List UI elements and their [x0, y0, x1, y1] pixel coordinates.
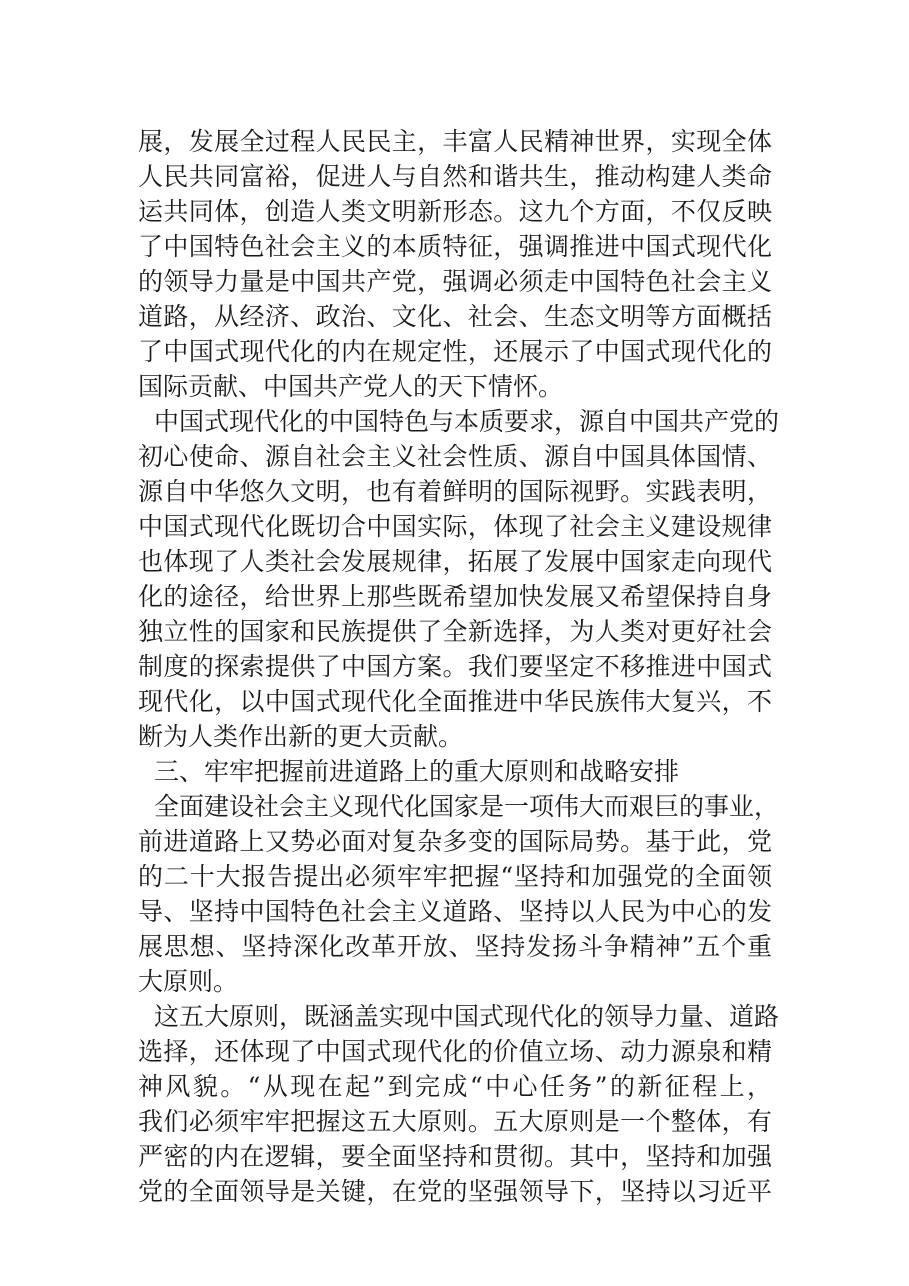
text-line: 的领导力量是中国共产党，强调必须走中国特色社会主义: [138, 267, 772, 296]
text-line: 运共同体，创造人类文明新形态。这九个方面，不仅反映: [138, 197, 772, 226]
text-line: 神风貌。“从现在起”到完成“中心任务”的新征程上，: [138, 1072, 772, 1101]
text-line: 全面建设社会主义现代化国家是一项伟大而艰巨的事业，: [154, 792, 780, 821]
text-line: 断为人类作出新的更大贡献。: [138, 722, 464, 751]
text-line: 严密的内在逻辑，要全面坚持和贯彻。其中，坚持和加强: [138, 1142, 772, 1171]
section-heading: 三、牢牢把握前进道路上的重大原则和战略安排: [154, 757, 680, 786]
text-line: 大原则。: [138, 967, 239, 996]
text-line: 我们必须牢牢把握这五大原则。五大原则是一个整体，有: [138, 1107, 772, 1136]
text-line: 国际贡献、中国共产党人的天下情怀。: [138, 372, 564, 401]
text-line: 源自中华悠久文明，也有着鲜明的国际视野。实践表明，: [138, 477, 772, 506]
text-line: 的二十大报告提出必须牢牢把握“坚持和加强党的全面领: [138, 862, 772, 891]
text-line: 初心使命、源自社会主义社会性质、源自中国具体国情、: [138, 442, 772, 471]
text-line: 选择，还体现了中国式现代化的价值立场、动力源泉和精: [138, 1037, 772, 1066]
text-line: 道路，从经济、政治、文化、社会、生态文明等方面概括: [138, 302, 772, 331]
text-line: 党的全面领导是关键，在党的坚强领导下，坚持以习近平: [138, 1177, 772, 1206]
text-line: 中国式现代化的中国特色与本质要求，源自中国共产党的: [154, 407, 780, 436]
text-line: 人民共同富裕，促进人与自然和谐共生，推动构建人类命: [138, 162, 772, 191]
text-line: 这五大原则，既涵盖实现中国式现代化的领导力量、道路: [154, 1002, 780, 1031]
document-page: [138, 124, 780, 1209]
text-line: 现代化，以中国式现代化全面推进中华民族伟大复兴，不: [138, 687, 772, 716]
text-line: 独立性的国家和民族提供了全新选择，为人类对更好社会: [138, 617, 772, 646]
text-line: 展思想、坚持深化改革开放、坚持发扬斗争精神”五个重: [138, 932, 772, 961]
text-line: 中国式现代化既切合中国实际，体现了社会主义建设规律: [138, 512, 772, 541]
text-line: 也体现了人类社会发展规律，拓展了发展中国家走向现代: [138, 547, 772, 576]
text-line: 制度的探索提供了中国方案。我们要坚定不移推进中国式: [138, 652, 772, 681]
text-line: 展，发展全过程人民民主，丰富人民精神世界，实现全体: [138, 127, 772, 156]
text-line: 导、坚持中国特色社会主义道路、坚持以人民为中心的发: [138, 897, 772, 926]
text-line: 了中国特色社会主义的本质特征，强调推进中国式现代化: [138, 232, 772, 261]
text-line: 了中国式现代化的内在规定性，还展示了中国式现代化的: [138, 337, 772, 366]
text-line: 前进道路上又势必面对复杂多变的国际局势。基于此，党: [138, 827, 772, 856]
text-line: 化的途径，给世界上那些既希望加快发展又希望保持自身: [138, 582, 772, 611]
